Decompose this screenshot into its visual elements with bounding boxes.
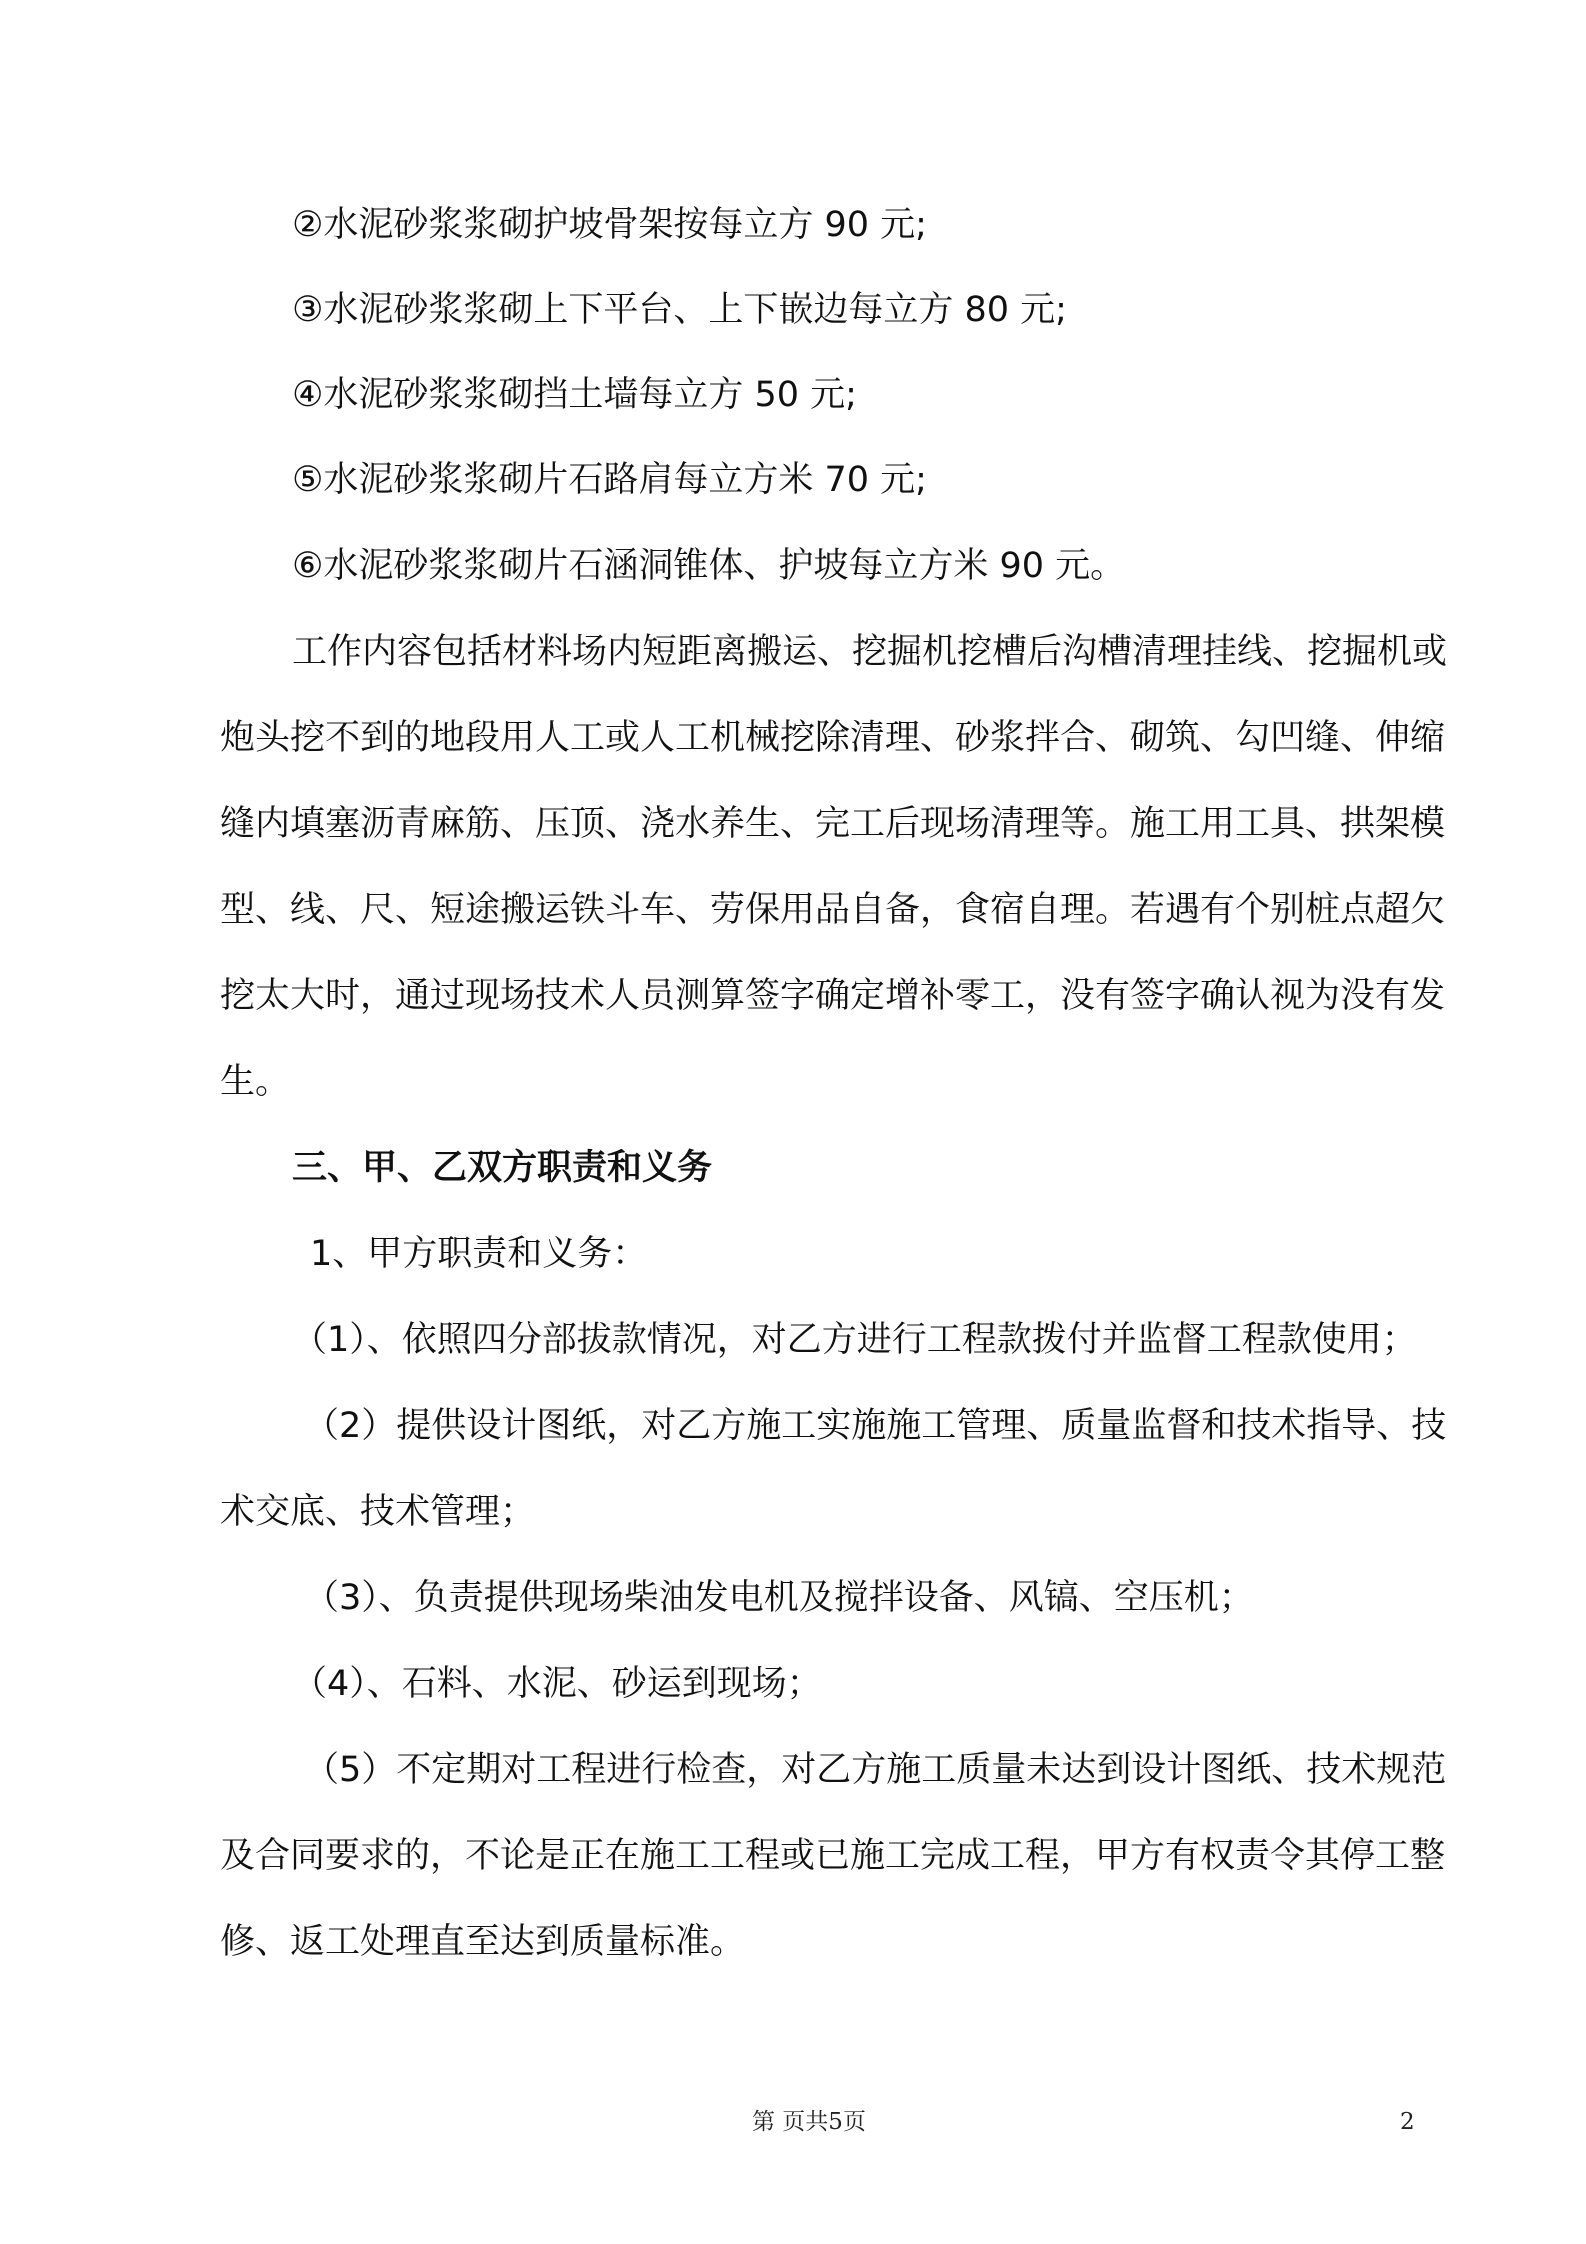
duty-5-line-3: 修、返工处理直至达到质量标准。 bbox=[220, 1922, 746, 1962]
duty-2-line-1: （2）提供设计图纸，对乙方施工实施施工管理、质量监督和技术指导、技 bbox=[304, 1406, 1447, 1446]
duty-5-line-2: 及合同要求的，不论是正在施工工程或已施工完成工程，甲方有权责令其停工整 bbox=[220, 1836, 1446, 1876]
duty-4: （4）、石料、水泥、砂运到现场； bbox=[292, 1664, 822, 1704]
subsection-heading: 1、甲方职责和义务： bbox=[310, 1234, 648, 1274]
work-content-line-3: 缝内填塞沥青麻筋、压顶、浇水养生、完工后现场清理等。施工用工具、拱架模 bbox=[220, 804, 1446, 844]
page-footer: 第 页共5页 bbox=[752, 2109, 866, 2135]
price-item-2: ②水泥砂浆浆砌护坡骨架按每立方 90 元; bbox=[292, 205, 927, 245]
duty-2-line-2: 术交底、技术管理； bbox=[220, 1492, 536, 1532]
duty-1: （1）、依照四分部拔款情况，对乙方进行工程款拨付并监督工程款使用； bbox=[292, 1320, 1417, 1360]
price-item-3: ③水泥砂浆浆砌上下平台、上下嵌边每立方 80 元; bbox=[292, 290, 1067, 330]
work-content-line-6: 生。 bbox=[220, 1062, 291, 1102]
duty-5-line-1: （5）不定期对工程进行检查，对乙方施工质量未达到设计图纸、技术规范 bbox=[304, 1750, 1447, 1790]
page-number: 2 bbox=[1400, 2109, 1415, 2135]
price-item-4: ④水泥砂浆浆砌挡土墙每立方 50 元; bbox=[292, 375, 857, 415]
work-content-line-5: 挖太大时，通过现场技术人员测算签字确定增补零工，没有签字确认视为没有发 bbox=[220, 976, 1446, 1016]
work-content-line-4: 型、线、尺、短途搬运铁斗车、劳保用品自备，食宿自理。若遇有个别桩点超欠 bbox=[220, 890, 1446, 930]
duty-3: （3）、负责提供现场柴油发电机及搅拌设备、风镐、空压机； bbox=[304, 1578, 1254, 1618]
price-item-5: ⑤水泥砂浆浆砌片石路肩每立方米 70 元; bbox=[292, 460, 927, 500]
section-heading: 三、甲、乙双方职责和义务 bbox=[292, 1148, 713, 1188]
work-content-line-1: 工作内容包括材料场内短距离搬运、挖掘机挖槽后沟槽清理挂线、挖掘机或 bbox=[292, 632, 1448, 672]
work-content-line-2: 炮头挖不到的地段用人工或人工机械挖除清理、砂浆拌合、砌筑、勾凹缝、伸缩 bbox=[220, 718, 1446, 758]
price-item-6: ⑥水泥砂浆浆砌片石涵洞锥体、护坡每立方米 90 元。 bbox=[292, 546, 1126, 586]
